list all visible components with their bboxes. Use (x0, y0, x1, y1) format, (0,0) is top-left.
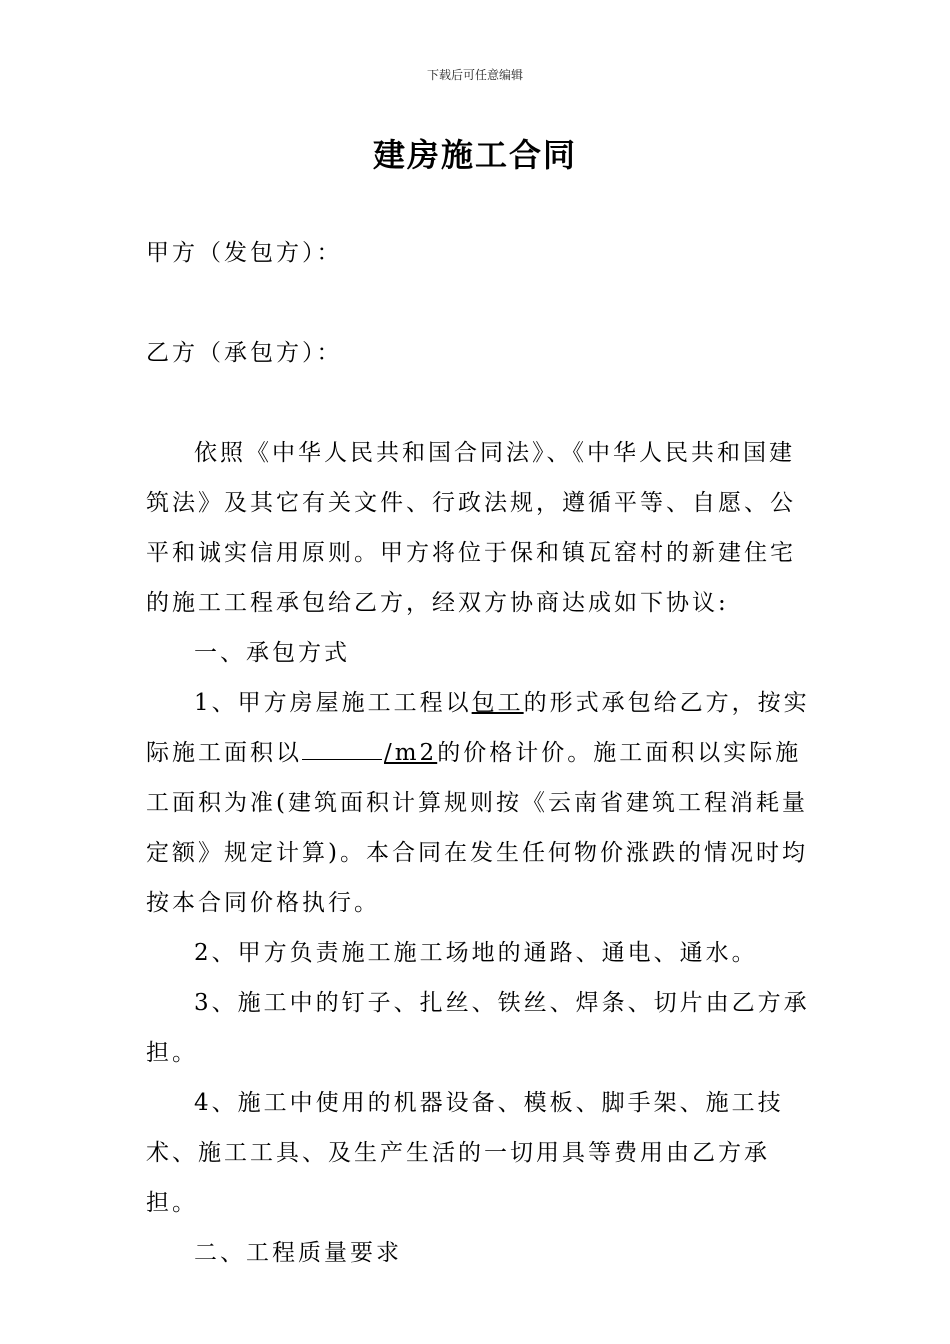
header-note: 下载后可任意编辑 (426, 68, 523, 82)
party-b-line: 乙方（承包方）： (146, 340, 343, 366)
section-1-item-2: 2、甲方负责施工施工场地的通路、通电、通水。 (194, 940, 758, 966)
document-title: 建房施工合同 (372, 136, 577, 174)
price-blank-line (302, 735, 382, 760)
section-1-item-1 (146, 678, 816, 928)
contract-body (146, 428, 816, 1278)
item-1-text-a: 1、甲方房屋施工工程以 (194, 690, 472, 716)
party-a-line: 甲方（发包方）： (146, 240, 343, 266)
price-unit: /m2 (384, 740, 438, 766)
contract-mode-underlined: 包工 (471, 690, 524, 716)
section-1-item-3: 3、施工中的钉子、扎丝、铁丝、焊条、切片由乙方承担。 (146, 990, 810, 1066)
item-1-text-b: 的形式承包给乙方，按实际施工面积以 (146, 690, 810, 766)
item-1-text-c: 的价格计价。施工面积以实际施工面积为准(建筑面积计算规则按《云南省建筑工程消耗量定额》规定计算)。本合同在发生任何物价涨跌的情况时均按本合同价格执行。 (146, 740, 808, 916)
intro-paragraph: 依照《中华人民共和国合同法》、《中华人民共和国建筑法》及其它有关文件、行政法规，遵循平等、自愿、公平和诚实信用原则。甲方将位于保和镇瓦窑村的新建住宅的施工工程承包给乙方，经双方协商达成如下协议: (146, 440, 796, 616)
section-2-heading: 二、工程质量要求 (194, 1240, 402, 1266)
section-1-heading: 一、承包方式 (194, 640, 350, 666)
section-1-item-4: 4、施工中使用的机器设备、模板、脚手架、施工技术、施工工具、及生产生活的一切用具等费用由乙方承担。 (146, 1090, 784, 1216)
